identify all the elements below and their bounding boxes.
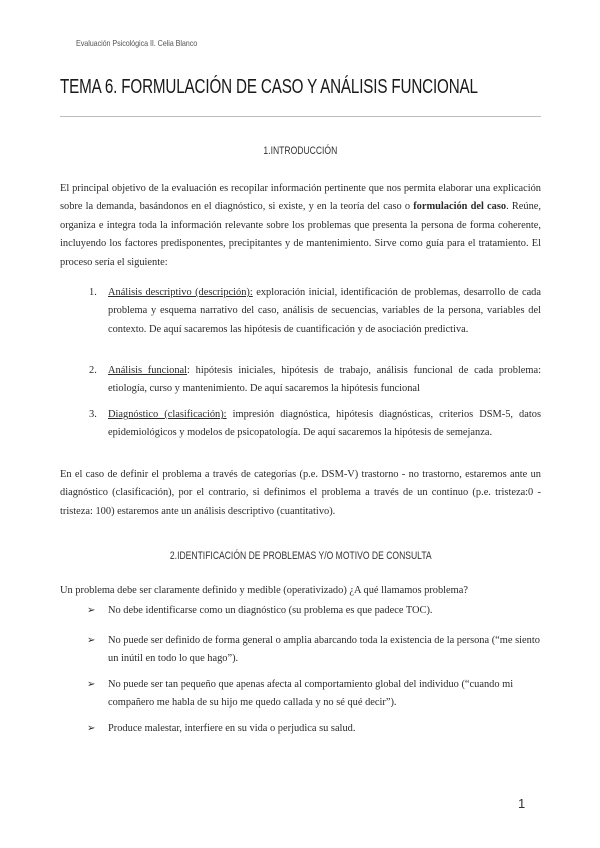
- bullet-item-2: ➢ No puede ser definido de forma general o amplia abarcando toda la existencia de la persona (“me siento un inútil en todo lo que hago”).: [108, 632, 541, 669]
- item-label: Diagnóstico (clasificación):: [108, 409, 227, 420]
- page-number: 1: [518, 796, 526, 811]
- numbered-item-3: [89, 406, 541, 443]
- arrow-bullet-icon: ➢: [87, 679, 96, 690]
- item-number: 1.: [89, 287, 97, 298]
- closing-paragraph: En el caso de definir el problema a través de categorías (p.e. DSM-V) trastorno - no trastorno, estaremos ante un diagnóstico (clasificación), por el contrario, si definimos el problema a través de un continuo (p.e. tristeza:0 - tristeza: 100) estaremos ante un análisis descriptivo (cuantitativo).: [60, 469, 541, 517]
- item-number: 3.: [89, 409, 97, 420]
- arrow-bullet-icon: ➢: [87, 635, 96, 646]
- numbered-item-2: [89, 362, 541, 399]
- arrow-bullet-icon: ➢: [87, 605, 96, 616]
- item-number: 2.: [89, 365, 97, 376]
- intro-paragraph: El principal objetivo de la evaluación es recopilar información pertinente que nos permita elaborar una explicación sobre la demanda, basándonos en el diagnóstico, si existe, y en la teoría del caso o formulación del caso. Reúne, organiza e integra toda la información relevante sobre los problemas que presenta la persona de forma coherente, incluyendo los factores predisponentes, precipitantes y de mantenimiento. Sirve como guía para el tratamiento. El proceso sería el siguiente:: [60, 183, 542, 268]
- bullet-item-3: ➢ No puede ser tan pequeño que apenas afecta al comportamiento global del individuo (“cuando mi compañero me habla de su hijo me quedo callada y no sé qué decir”).: [108, 676, 541, 713]
- bullet-item-1: ➢ No debe identificarse como un diagnóstico (su problema es que padece TOC).: [108, 602, 541, 620]
- running-header: Evaluación Psicológica II. Celia Blanco: [76, 38, 198, 48]
- title-divider: [60, 116, 541, 117]
- item-text: impresión diagnóstica, hipótesis diagnósticas, criterios DSM-5, datos epidemiológicos y modelos de psicopatología. De aquí sacaremos la hipótesis de semejanza.: [108, 409, 541, 439]
- item-text: exploración inicial, identificación de problemas, desarrollo de cada problema y esquema narrativo del caso, análisis de secuencias, variables de la persona, variables del contexto. De aquí sacaremos las hipótesis de cuantificación y de asociación predictiva.: [108, 287, 541, 335]
- item-label: Análisis descriptivo (descripción):: [108, 287, 253, 298]
- arrow-bullet-icon: ➢: [87, 723, 96, 734]
- section-heading-identificacion: 2.IDENTIFICACIÓN DE PROBLEMAS Y/O MOTIVO DE CONSULTA: [169, 550, 432, 562]
- numbered-item-1: [89, 284, 541, 339]
- page-title: TEMA 6. FORMULACIÓN DE CASO Y ANÁLISIS FUNCIONAL: [60, 76, 478, 98]
- section-heading-introduccion: 1.INTRODUCCIÓN: [263, 145, 338, 157]
- item-label: Análisis funcional: [108, 365, 188, 376]
- bullet-item-4: ➢ Produce malestar, interfiere en su vida o perjudica su salud.: [108, 720, 541, 738]
- item-text: : hipótesis iniciales, hipótesis de trabajo, análisis funcional de cada problema: etiología, curso y mantenimiento. De aquí sacaremos la hipótesis funcional: [108, 365, 541, 395]
- section2-intro: Un problema debe ser claramente definido y medible (operativizado) ¿A qué llamamos problema?: [60, 585, 468, 596]
- bold-term: formulación del caso: [413, 201, 507, 213]
